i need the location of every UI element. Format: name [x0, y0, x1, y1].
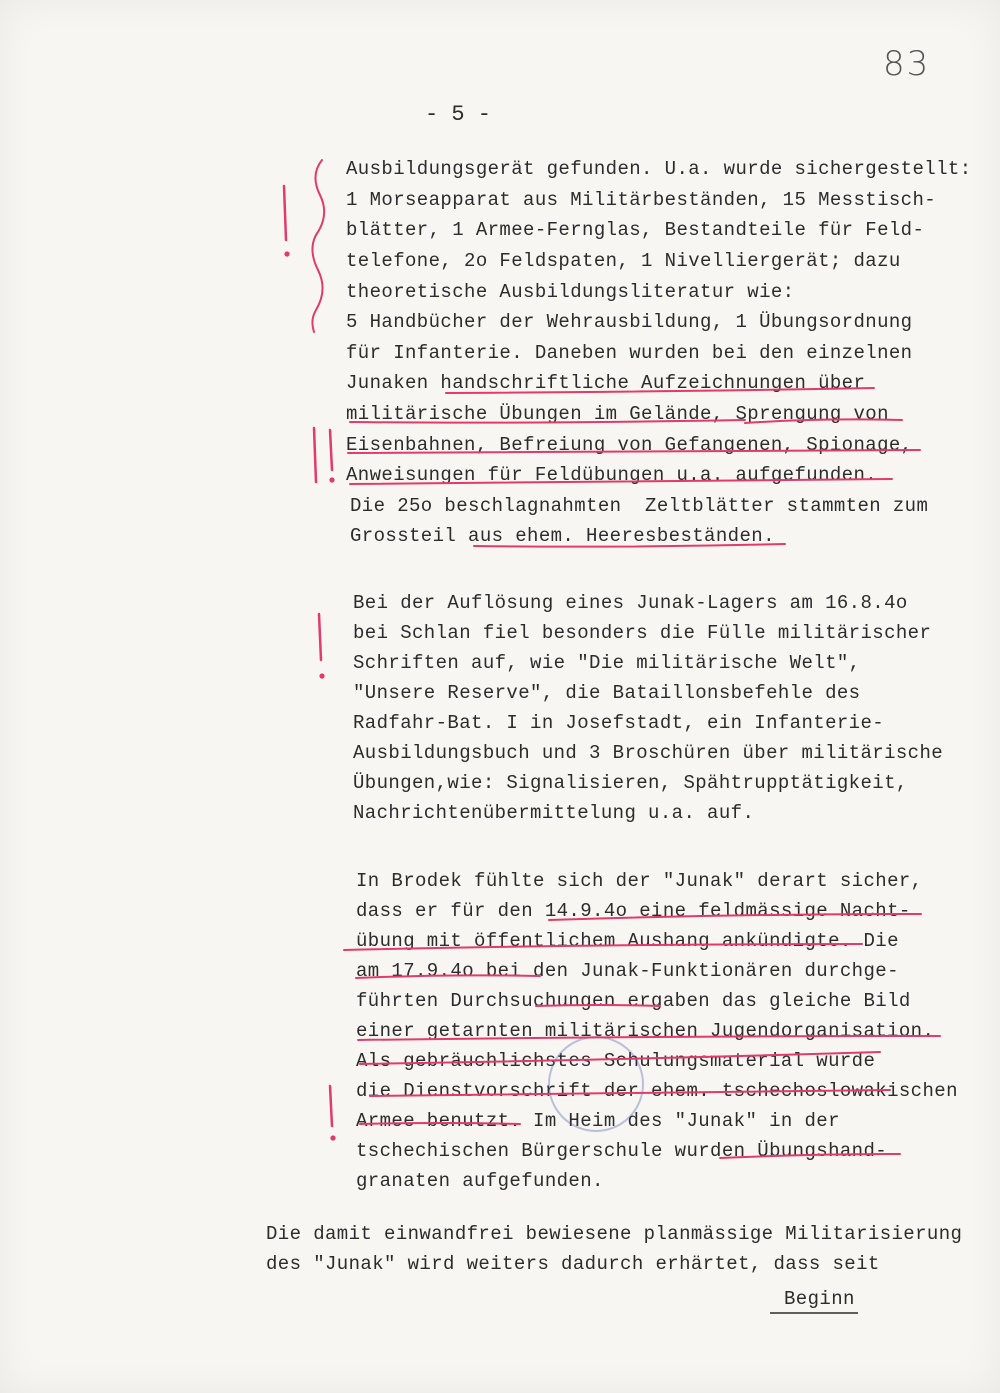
text-line: am 17.9.4o bei den Junak-Funktionären durchge-	[356, 960, 899, 982]
underline	[446, 388, 874, 393]
text-line: die Dienstvorschrift der ehem. tschechoslowakischen	[356, 1080, 958, 1102]
text-line: Nachrichtenübermittelung u.a. auf.	[353, 802, 755, 824]
text-line: Eisenbahnen, Befreiung von Gefangenen, Spionage,	[346, 434, 913, 456]
underline	[348, 450, 920, 453]
text-line: theoretische Ausbildungsliteratur wie:	[346, 281, 795, 303]
margin-exclamation-mark	[330, 430, 332, 470]
text-line: "Unsere Reserve", die Bataillonsbefehle des	[353, 682, 861, 704]
text-line: Anweisungen für Feldübungen u.a. aufgefunden.	[346, 464, 878, 486]
text-line: telefone, 2o Feldspaten, 1 Nivelliergerät; dazu	[346, 250, 901, 272]
underline	[370, 1090, 890, 1096]
text-line: dass er für den 14.9.4o eine feldmässige Nacht-	[356, 900, 911, 922]
underline	[350, 479, 892, 484]
text-line: Grossteil aus ehem. Heeresbeständen.	[350, 525, 775, 547]
folio-number: - 5 -	[425, 102, 492, 127]
underline	[720, 1154, 900, 1158]
text-line: 5 Handbücher der Wehrausbildung, 1 Übungsordnung	[346, 311, 913, 333]
margin-exclamation-dot	[285, 252, 288, 255]
text-line: des "Junak" wird weiters dadurch erhärtet, dass seit	[266, 1253, 880, 1275]
margin-exclamation-mark	[319, 614, 321, 660]
text-line: militärische Übungen im Gelände, Sprengung von	[346, 403, 889, 425]
underline	[474, 544, 785, 547]
text-line: Bei der Auflösung eines Junak-Lagers am 16.8.4o	[353, 592, 908, 614]
text-line: führten Durchsuchungen ergaben das gleiche Bild	[356, 990, 911, 1012]
underline	[536, 1005, 660, 1006]
margin-exclamation-mark	[314, 428, 316, 482]
text-line: bei Schlan fiel besonders die Fülle militärischer	[353, 622, 932, 644]
underline	[344, 944, 862, 950]
text-line: Schriften auf, wie "Die militärische Welt",	[353, 652, 861, 674]
underline	[360, 1123, 520, 1124]
margin-exclamation-mark	[284, 186, 286, 240]
margin-exclamation-dot	[330, 478, 333, 481]
text-line: Junaken handschriftliche Aufzeichnungen über	[346, 372, 866, 394]
text-line: Ausbildungsbuch und 3 Broschüren über militärische	[353, 742, 944, 764]
text-line: einer getarnten militärischen Jugendorganisation.	[356, 1020, 935, 1042]
page-number: 83	[883, 44, 931, 84]
text-line: In Brodek fühlte sich der "Junak" derart sicher,	[356, 870, 923, 892]
underline	[360, 1052, 880, 1064]
text-line: Die 25o beschlagnahmten Zeltblätter stammten zum	[350, 495, 929, 517]
margin-brace	[312, 160, 324, 332]
text-line: Übungen,wie: Signalisieren, Spähtrupptätigkeit,	[353, 772, 908, 794]
text-line: Als gebräuchlichstes Schulungsmaterial wurde	[356, 1050, 876, 1072]
underline	[350, 420, 745, 423]
underline	[549, 914, 921, 920]
text-line: blätter, 1 Armee-Fernglas, Bestandteile für Feld-	[346, 219, 925, 241]
text-line: Ausbildungsgerät gefunden. U.a. wurde sichergestellt:	[346, 158, 972, 180]
text-line: Armee benutzt. Im Heim des "Junak" in der	[356, 1110, 840, 1132]
text-line: übung mit öffentlichem Aushang ankündigte. Die	[356, 930, 899, 952]
margin-exclamation-dot	[320, 674, 323, 677]
text-line: für Infanterie. Daneben wurden bei den einzelnen	[346, 342, 913, 364]
text-line: Die damit einwandfrei bewiesene planmässige Militarisierung	[266, 1223, 963, 1245]
margin-exclamation-mark	[330, 1086, 332, 1126]
text-line: 1 Morseapparat aus Militärbeständen, 15 Messtisch-	[346, 189, 937, 211]
text-line: Radfahr-Bat. I in Josefstadt, ein Infanterie-	[353, 712, 885, 734]
underline	[745, 419, 902, 423]
underline	[358, 1036, 940, 1040]
underline	[356, 975, 540, 978]
text-line: tschechischen Bürgerschule wurden Übungshand-	[356, 1140, 888, 1162]
margin-exclamation-dot	[331, 1136, 334, 1139]
text-line: granaten aufgefunden.	[356, 1170, 604, 1192]
catchword: Beginn	[784, 1288, 855, 1310]
